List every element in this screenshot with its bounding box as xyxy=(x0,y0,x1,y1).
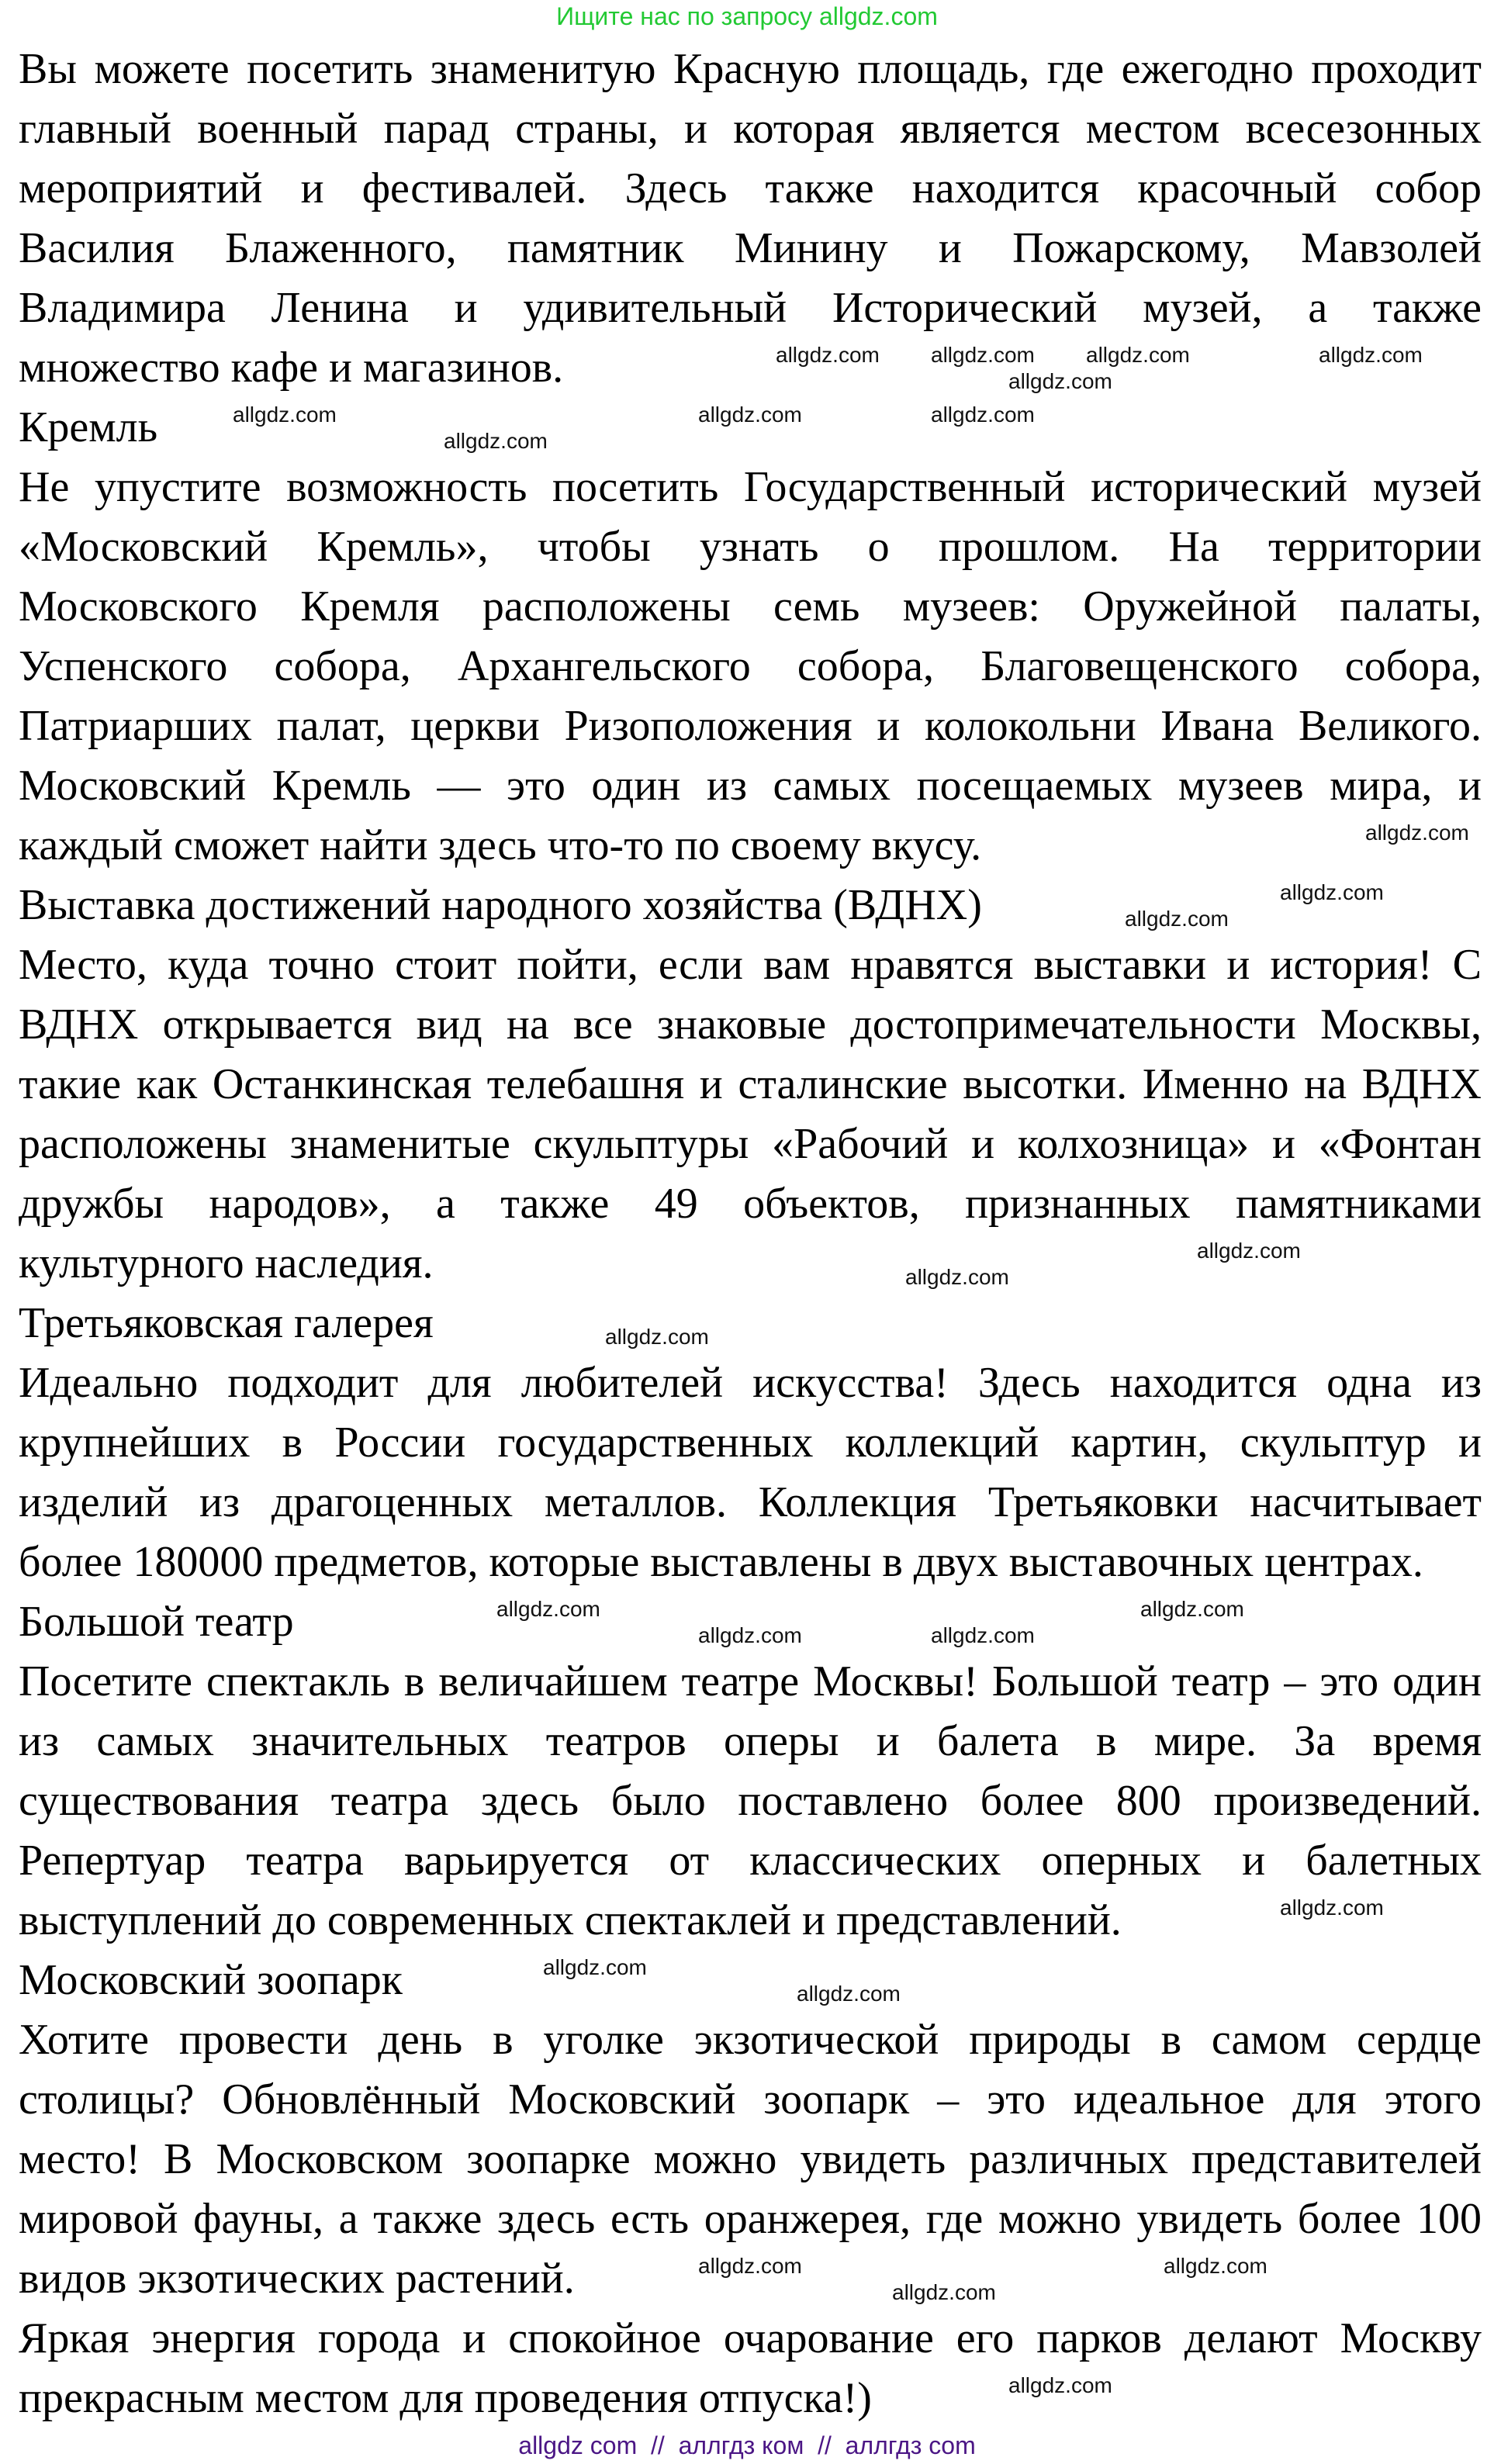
text-line: Василия Блаженного, памятник Минину и Пожарскому, Мавзолей xyxy=(19,224,1482,272)
watermark-text: allgdz.com xyxy=(605,1325,709,1349)
text-line: дружбы народов», а также 49 объектов, признанных памятниками xyxy=(19,1180,1482,1228)
text-line: каждый сможет найти здесь что-то по своему вкусу. xyxy=(19,821,982,869)
text-line: Яркая энергия города и спокойное очарование его парков делают Москву xyxy=(19,2314,1482,2362)
watermark-text: allgdz.com xyxy=(892,2280,996,2304)
text-line: место! В Московском зоопарке можно увидеть различных представителей xyxy=(19,2135,1482,2183)
text-line: столицы? Обновлённый Московский зоопарк – это идеальное для этого xyxy=(19,2075,1482,2124)
watermark-text: allgdz.com xyxy=(496,1597,600,1621)
text-line: Владимира Ленина и удивительный Исторический музей, а также xyxy=(19,284,1482,332)
watermark-text: allgdz.com xyxy=(931,343,1035,367)
watermark-text: allgdz.com xyxy=(1280,880,1384,904)
text-line: «Московский Кремль», чтобы узнать о прошлом. На территории xyxy=(19,523,1482,571)
watermark-text: allgdz.com xyxy=(1008,2373,1112,2397)
text-line: Успенского собора, Архангельского собора, Благовещенского собора, xyxy=(19,642,1482,690)
watermark-text: allgdz.com xyxy=(543,1955,647,1979)
text-line: расположены знаменитые скульптуры «Рабочий и колхозница» и «Фонтан xyxy=(19,1120,1482,1168)
text-line: крупнейших в России государственных коллекций картин, скульптур и xyxy=(19,1419,1482,1467)
watermark-text: allgdz.com xyxy=(698,2254,802,2278)
text-line: культурного наследия. xyxy=(19,1239,434,1287)
section-heading: Выставка достижений народного хозяйства (ВДНХ) xyxy=(19,881,982,929)
watermark-text: allgdz.com xyxy=(1125,907,1229,931)
watermark-text: allgdz.com xyxy=(797,1982,901,2006)
text-line: главный военный парад страны, и которая является местом всесезонных xyxy=(19,105,1482,153)
watermark-text: allgdz.com xyxy=(931,403,1035,427)
watermark-text: allgdz.com xyxy=(698,1623,802,1647)
text-line: Не упустите возможность посетить Государственный исторический музей xyxy=(19,463,1482,511)
text-line: Идеально подходит для любителей искусства! Здесь находится одна из xyxy=(19,1359,1482,1407)
watermark-text: allgdz.com xyxy=(698,403,802,427)
text-line: изделий из драгоценных металлов. Коллекция Третьяковки насчитывает xyxy=(19,1478,1482,1526)
watermark-text: allgdz.com xyxy=(1164,2254,1267,2278)
watermark-text: allgdz.com xyxy=(444,429,548,453)
text-line: Московский Кремль — это один из самых посещаемых музеев мира, и xyxy=(19,762,1482,810)
watermark-text: allgdz.com xyxy=(1319,343,1423,367)
text-line: мировой фауны, а также здесь есть оранжерея, где можно увидеть более 100 xyxy=(19,2195,1482,2243)
text-line: мероприятий и фестивалей. Здесь также находится красочный собор xyxy=(19,164,1482,213)
text-line: прекрасным местом для проведения отпуска!) xyxy=(19,2374,872,2422)
watermark-text: allgdz.com xyxy=(1197,1239,1301,1263)
watermark-text: allgdz.com xyxy=(905,1265,1009,1289)
watermark-text: allgdz.com xyxy=(931,1623,1035,1647)
text-line: видов экзотических растений. xyxy=(19,2255,575,2303)
section-heading: Московский зоопарк xyxy=(19,1956,403,2004)
site-footer-banner: allgdz com // аллгдз ком // аллгдз com xyxy=(518,2431,976,2459)
text-line: Патриарших палат, церкви Ризоположения и колокольни Ивана Великого. xyxy=(19,702,1482,750)
watermark-text: allgdz.com xyxy=(1140,1597,1244,1621)
section-heading: Кремль xyxy=(19,403,158,451)
text-line: Хотите провести день в уголке экзотической природы в самом сердце xyxy=(19,2016,1482,2064)
text-line: выступлений до современных спектаклей и представлений. xyxy=(19,1896,1122,1944)
watermark-text: allgdz.com xyxy=(233,403,337,427)
text-line: более 180000 предметов, которые выставлены в двух выставочных центрах. xyxy=(19,1538,1423,1586)
text-line: ВДНХ открывается вид на все знаковые достопримечательности Москвы, xyxy=(19,1000,1482,1049)
watermark-text: allgdz.com xyxy=(1008,369,1112,393)
watermark-text: allgdz.com xyxy=(1280,1896,1384,1920)
watermark-text: allgdz.com xyxy=(1365,821,1469,845)
text-line: существования театра здесь было поставлено более 800 произведений. xyxy=(19,1777,1482,1825)
text-line: Посетите спектакль в величайшем театре Москвы! Большой театр – это один xyxy=(19,1657,1482,1705)
watermark-text: allgdz.com xyxy=(1086,343,1190,367)
text-line: Московского Кремля расположены семь музеев: Оружейной палаты, xyxy=(19,582,1482,631)
site-header-banner: Ищите нас по запросу allgdz.com xyxy=(556,2,938,30)
watermark-text: allgdz.com xyxy=(776,343,880,367)
section-heading: Большой театр xyxy=(19,1598,294,1646)
section-heading: Третьяковская галерея xyxy=(19,1299,434,1347)
text-line: множество кафе и магазинов. xyxy=(19,344,564,392)
text-line: из самых значительных театров оперы и балета в мире. За время xyxy=(19,1717,1482,1765)
text-line: Вы можете посетить знаменитую Красную площадь, где ежегодно проходит xyxy=(19,45,1482,93)
text-line: Репертуар театра варьируется от классических оперных и балетных xyxy=(19,1837,1482,1885)
text-line: такие как Останкинская телебашня и сталинские высотки. Именно на ВДНХ xyxy=(19,1060,1482,1108)
text-line: Место, куда точно стоит пойти, если вам нравятся выставки и история! С xyxy=(19,941,1482,989)
